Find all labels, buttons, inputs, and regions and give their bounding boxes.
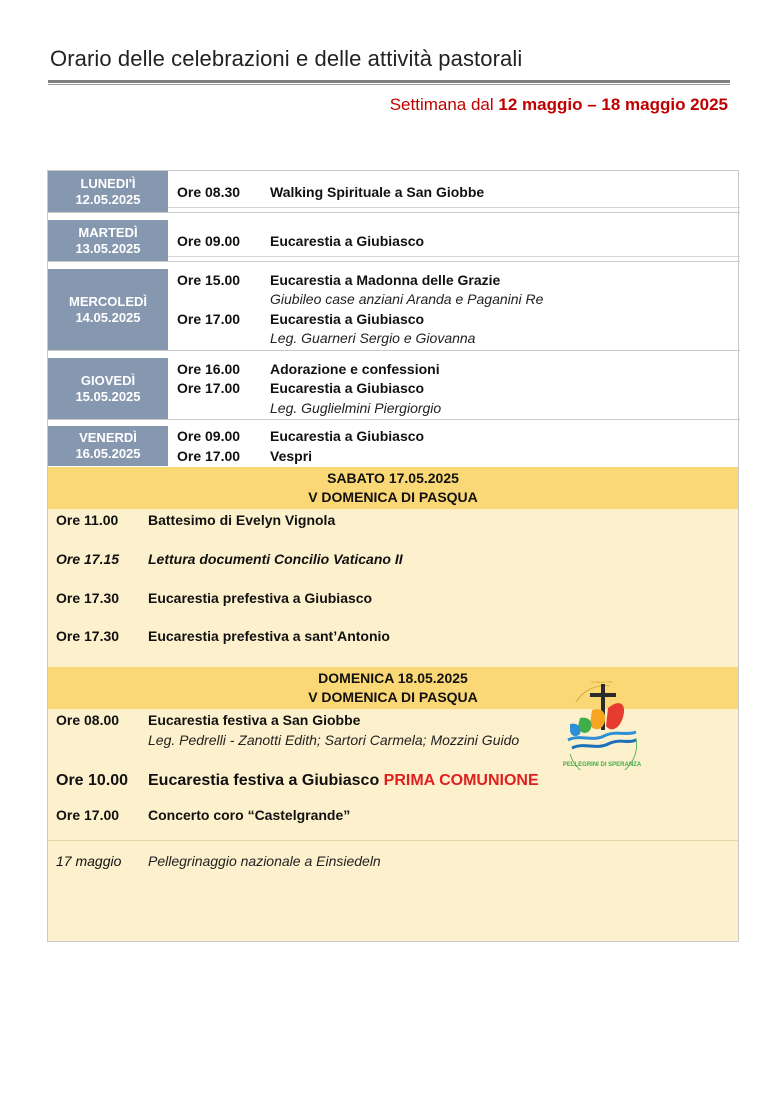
event-time: Ore 17.15 (56, 551, 120, 567)
title-rule-thin (48, 84, 730, 85)
day-date: 14.05.2025 (75, 309, 141, 325)
event-desc: Eucarestia a Madonna delle Grazie (270, 272, 501, 288)
day-row-wednesday (48, 269, 740, 351)
day-name: MERCOLEDÌ (69, 293, 147, 309)
day-cell (48, 426, 168, 466)
extra-date: 17 maggio (56, 853, 122, 869)
day-cell (48, 358, 168, 419)
event-desc: Eucarestia prefestiva a sant’Antonio (148, 628, 390, 644)
event-desc: Battesimo di Evelyn Vignola (148, 512, 336, 528)
event-time: Ore 11.00 (56, 512, 119, 528)
saturday-body (48, 509, 738, 667)
day-date: 12.05.2025 (75, 191, 141, 207)
event-time: Ore 17.00 (177, 380, 241, 396)
section-divider (48, 840, 738, 841)
day-name: GIOVEDÌ (80, 372, 136, 388)
sunday-subheading: V DOMENICA DI PASQUA (308, 689, 478, 705)
week-range (390, 95, 728, 115)
day-name: VENERDÌ (79, 430, 137, 445)
event-time: Ore 16.00 (177, 361, 241, 377)
saturday-header (48, 467, 738, 509)
schedule-table (47, 170, 739, 942)
jubilee-logo (562, 680, 642, 770)
row-divider (168, 256, 740, 257)
event-time: Ore 17.30 (56, 590, 120, 606)
highlight-text: PRIMA COMUNIONE (383, 772, 539, 789)
event-desc: Eucarestia a Giubiasco (270, 311, 425, 327)
logo-text: PELLEGRINI DI SPERANZA (562, 762, 642, 768)
logo-year: GIUBILEO 2025 (591, 680, 613, 684)
extra-desc: Pellegrinaggio nazionale a Einsiedeln (148, 853, 381, 869)
row-divider (168, 207, 740, 208)
event-time: Ore 17.00 (177, 311, 241, 327)
day-date: 13.05.2025 (75, 240, 141, 256)
logo-wave-bottom (572, 740, 636, 748)
event-desc: Eucarestia prefestiva a Giubiasco (148, 590, 373, 606)
title-rule (48, 80, 730, 83)
day-row-monday (48, 171, 740, 213)
event-desc: Eucarestia festiva a San Giobbe (148, 712, 361, 728)
event-note: Leg. Guarneri Sergio e Giovanna (270, 330, 476, 346)
event-time: Ore 17.00 (177, 448, 241, 464)
event-desc-line (148, 771, 539, 790)
saturday-heading: SABATO 17.05.2025 (327, 470, 459, 486)
event-desc: Walking Spirituale a San Giobbe (270, 184, 485, 200)
day-name: LUNEDI'Ì (80, 175, 136, 191)
page-title: Orario delle celebrazioni e delle attività pastorali (50, 46, 523, 71)
event-desc: Eucarestia a Giubiasco (270, 233, 425, 249)
event-note: Leg. Guglielmini Piergiorgio (270, 400, 442, 416)
event-desc: Concerto coro “Castelgrande” (148, 807, 351, 823)
cross-horizontal (590, 693, 616, 697)
event-time: Ore 09.00 (177, 428, 241, 444)
day-cell (48, 269, 168, 350)
sunday-heading: DOMENICA 18.05.2025 (318, 670, 468, 686)
event-desc: Eucarestia a Giubiasco (270, 380, 425, 396)
day-date: 16.05.2025 (75, 446, 141, 461)
day-row-thursday (48, 358, 740, 420)
day-cell (48, 220, 168, 261)
event-desc: Vespri (270, 448, 313, 464)
logo-figure-red (606, 703, 624, 729)
day-name: MARTEDÌ (78, 224, 138, 240)
day-row-friday (48, 426, 740, 466)
event-time: Ore 09.00 (177, 233, 241, 249)
event-time: Ore 10.00 (56, 772, 129, 789)
week-prefix: Settimana dal (389, 95, 499, 114)
day-cell (48, 171, 168, 212)
day-date: 15.05.2025 (75, 388, 141, 404)
event-note: Giubileo case anziani Aranda e Paganini Re (270, 291, 544, 307)
event-desc: Lettura documenti Concilio Vaticano II (148, 551, 403, 567)
event-time: Ore 15.00 (177, 272, 241, 288)
event-desc: Eucarestia festiva a Giubiasco (148, 772, 384, 789)
event-desc: Eucarestia a Giubiasco (270, 428, 425, 444)
event-note: Leg. Pedrelli - Zanotti Edith; Sartori Carmela; Mozzini Guido (148, 732, 520, 748)
event-time: Ore 17.00 (56, 807, 120, 823)
event-time: Ore 08.00 (56, 712, 120, 728)
event-time: Ore 17.30 (56, 628, 120, 644)
day-row-tuesday (48, 220, 740, 262)
saturday-subheading: V DOMENICA DI PASQUA (308, 489, 478, 505)
event-desc: Adorazione e confessioni (270, 361, 440, 377)
event-time: Ore 08.30 (177, 184, 241, 200)
week-dates: 12 maggio – 18 maggio 2025 (498, 95, 728, 114)
